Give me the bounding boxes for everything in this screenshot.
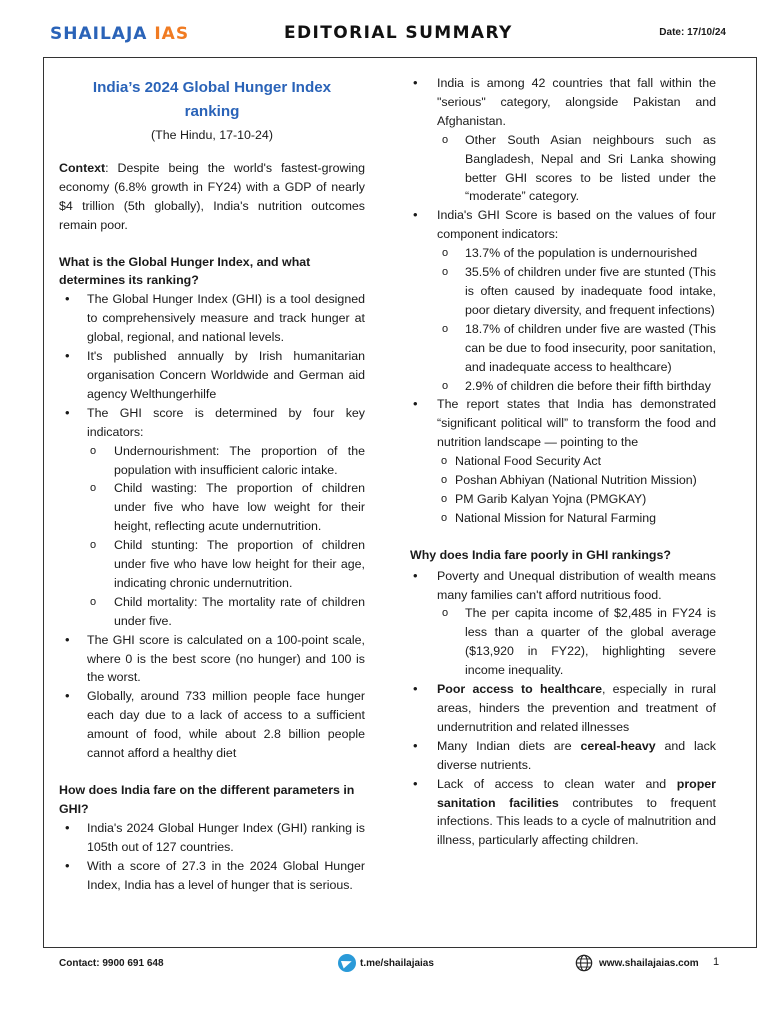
left-column [59,74,365,894]
neighbours-sub-list [437,131,716,207]
sub-list-item: o Child wasting: The proportion of children under five who have low weight for their height, reflecting acute undernutrition. [87,479,365,536]
page-header [0,0,768,56]
context-paragraph [59,159,365,235]
sub-list-item: o Other South Asian neighbours such as Bangladesh, Nepal and Sri Lanka showing better GHI scores to be listed under the “moderate” category. [437,131,716,207]
brand-logo [50,24,189,44]
list-item: • India's 2024 Global Hunger Index (GHI) ranking is 105th out of 127 countries. [59,819,365,857]
sub-list-item: o 35.5% of children under five are stunted (This is often caused by inadequate food intake, poor dietary diversity, and frequent infections) [437,263,716,320]
list-item: • It's published annually by Irish humanitarian organisation Concern Worldwide and German aid agency Welthungerhilfe [59,347,365,404]
document-date: Date: 17/10/24 [659,27,726,38]
brand-name: SHAILAJA [50,24,148,44]
list-item-text: Lack of access to clean water and [437,776,677,791]
list-item [410,737,716,775]
question-heading-3: Why does India fare poorly in GHI rankings? [410,547,671,562]
sub-list-item: o 18.7% of children under five are wasted (This can be due to food insecurity, poor sanitation, and inadequate access to healthcare) [437,320,716,377]
page-number: 1 [713,956,720,968]
context-label: Context [59,160,106,175]
list-item: • With a score of 27.3 in the 2024 Global Hunger Index, India has a level of hunger that is serious. [59,857,365,895]
list-item-text: Many Indian diets are [437,738,581,753]
q2-bullet-list-right [410,74,716,528]
list-item-text: and lack diverse nutrients. [437,738,716,772]
list-item [410,74,716,206]
telegram-icon [338,954,356,972]
page-footer [0,952,768,982]
bold-phrase: Poor access to healthcare [437,682,602,697]
website-link[interactable] [575,954,699,972]
right-column [410,74,716,850]
indicator-sub-list [87,442,365,631]
list-item-text: The report states that India has demonstrated “significant political will” to transform the food and nutrition landscape — pointing to the [437,397,716,450]
list-item: • The GHI score is calculated on a 100-point scale, where 0 is the best score (no hunger) and 100 is the worst. [59,631,365,688]
document-title: EDITORIAL SUMMARY [284,23,513,43]
list-item [410,395,716,527]
list-item: • The Global Hunger Index (GHI) is a tool designed to comprehensively measure and track hunger at global, regional, and national levels. [59,290,365,347]
bold-phrase: proper sanitation facilities [437,776,716,810]
telegram-link[interactable] [338,954,434,972]
bold-phrase: cereal-heavy [580,738,656,753]
sub-list-item: o Undernourishment: The proportion of the population with insufficient caloric intake. [87,442,365,480]
article-title-line1: India’s 2024 Global Hunger Index [92,79,332,96]
question-heading-2: How does India fare on the different parameters in GHI? [59,783,355,816]
income-sub-list [437,604,716,680]
list-item: • Globally, around 733 million people face hunger each day due to a lack of access to a sufficient amount of food, while about 2.8 billion people cannot afford a healthy diet [59,687,365,763]
sub-list-item: o The per capita income of $2,485 in FY24 is less than a quarter of the global average ($13,920 in FY22), highlighting severe income inequality. [437,604,716,680]
article-source: (The Hindu, 17-10-24) [151,128,273,142]
list-item [410,567,716,680]
list-item [410,680,716,737]
list-item [410,206,716,395]
brand-suffix: IAS [154,24,190,44]
list-item [410,775,716,851]
list-item [59,404,365,631]
sub-list-item: o Child mortality: The mortality rate of children under five. [87,593,365,631]
sub-list-item: o National Food Security Act [437,452,716,471]
context-text: : Despite being the world's fastest-growing economy (6.8% growth in FY24) with a GDP of nearly $4 trillion (5th globally), India's nutrition outcomes remain poor. [59,160,365,232]
sub-list-item: o Poshan Abhiyan (National Nutrition Mission) [437,471,716,490]
question-heading-1: What is the Global Hunger Index, and what determines its ranking? [59,254,311,288]
list-item-text: India's GHI Score is based on the values of four component indicators: [437,208,716,242]
list-item-text: India is among 42 countries that fall within the "serious" category, alongside Pakistan and Afghanistan. [437,76,716,128]
article-title-line2: ranking [184,103,240,120]
q2-bullet-list-left [59,819,365,895]
component-sub-list [437,244,716,395]
list-item-text: contributes to frequent infections. This leads to a cycle of malnutrition and illness, particularly affecting children. [437,795,716,848]
website-url: www.shailajaias.com [599,957,699,969]
sub-list-item: o PM Garib Kalyan Yojna (PMGKAY) [437,490,716,509]
article-title [59,76,365,124]
sub-list-item: o 13.7% of the population is undernourished [437,244,716,263]
sub-list-item: o Child stunting: The proportion of children under five who have low height for their age, indicating chronic undernutrition. [87,536,365,593]
sub-list-item: o National Mission for Natural Farming [437,509,716,528]
q1-bullet-list [59,290,365,763]
contact-number: Contact: 9900 691 648 [59,958,164,969]
list-item-text: , especially in rural areas, hinders the prevention and treatment of undernutrition and related illnesses [437,682,716,734]
sub-list-item: o 2.9% of children die before their fifth birthday [437,377,716,396]
globe-icon [575,954,593,972]
telegram-handle: t.me/shailajaias [360,957,434,969]
scheme-sub-list [437,452,716,528]
content-frame [43,57,757,948]
list-item-text: Poverty and Unequal distribution of wealth means many families can't afford nutritious food. [437,568,716,602]
list-item-text: The GHI score is determined by four key indicators: [87,405,365,439]
q3-bullet-list [410,567,716,851]
